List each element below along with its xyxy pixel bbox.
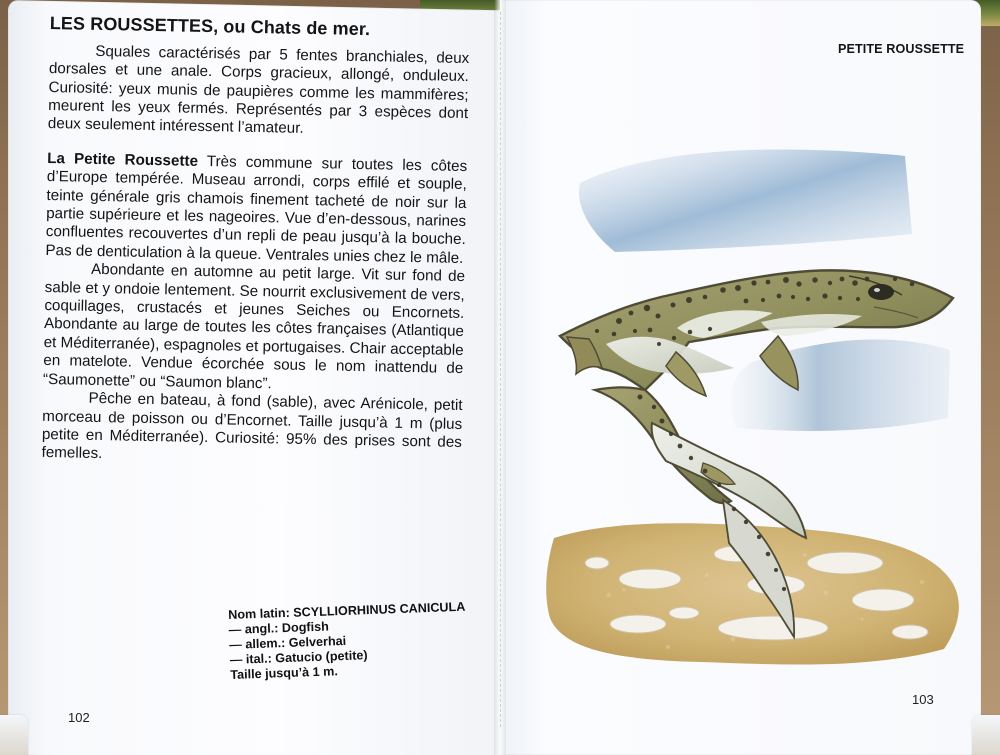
species-paragraph (45, 150, 467, 268)
left-corner-fold (0, 715, 28, 755)
latin-name-box (228, 600, 470, 683)
shark-illustration (540, 108, 970, 668)
fishing-paragraph: Pêche en bateau, à fond (sable), avec Arénicole, petit morceau de poisson ou d’Encornet. Taille jusqu’à 1 m (plus petite en Méditerranée). Curiosité: 95% des prises sont des femelles. (41, 389, 463, 463)
section-title-secondary: ou Chats de mer. (218, 16, 371, 40)
right-page-title: PETITE ROUSSETTE (838, 42, 965, 56)
binding-stitches (500, 12, 501, 727)
section-title-main: LES ROUSSETTES, (49, 13, 219, 37)
latin-line-4: — ital.: Gatucio (petite) (229, 648, 368, 667)
latin-line-5: Taille jusqu’à 1 m. (230, 664, 339, 682)
latin-line-2: — angl.: Dogfish (228, 619, 329, 637)
species-description: Très commune sur toutes les côtes d’Europe tempérée. Museau arrondi, corps effilé et souple, teinte générale gris chamois finement tacheté de noir sur la partie supérieure et les nageoires. Vue d’en-dessous, narines confluentes recouvertes d’un repli de peau jusqu’à la bouche. Pas de denticulation à la queue. Ventrales unies chez le mâle. (45, 152, 468, 267)
left-page-content (41, 14, 470, 471)
latin-line-1: Nom latin: SCYLLIORHINUS CANICULA (228, 599, 466, 622)
habitat-paragraph: Abondante en automne au petit large. Vit sur fond de sable et y ondoie lentement. Se nourrit exclusivement de vers, coquillages, crustacés et jeunes Seiches ou Encornets. Abondante au large de toutes les côtes françaises (Atlantique et Méditerranée), espagnoles et portugaises. Chair acceptable en matelote. Vendue écorchée sous le nom inattendu de “Saumonette” ou “Saumon blanc”. (42, 261, 466, 393)
right-page-number: 103 (912, 692, 934, 707)
intro-paragraph: Squales caractérisés par 5 fentes branchiales, deux dorsales et une anale. Corps gracieux, allongé, onduleux. Curiosité: yeux munis de paupières comme les mammifères; meurent les yeux fermés. Représentés par 3 espèces dont deux seulement intéressent l’amateur. (47, 42, 470, 138)
right-corner-fold (972, 715, 1000, 755)
species-heading: La Petite Roussette (47, 149, 199, 170)
left-page-number: 102 (68, 710, 90, 725)
latin-line-3: — allem.: Gelverhai (229, 633, 347, 652)
